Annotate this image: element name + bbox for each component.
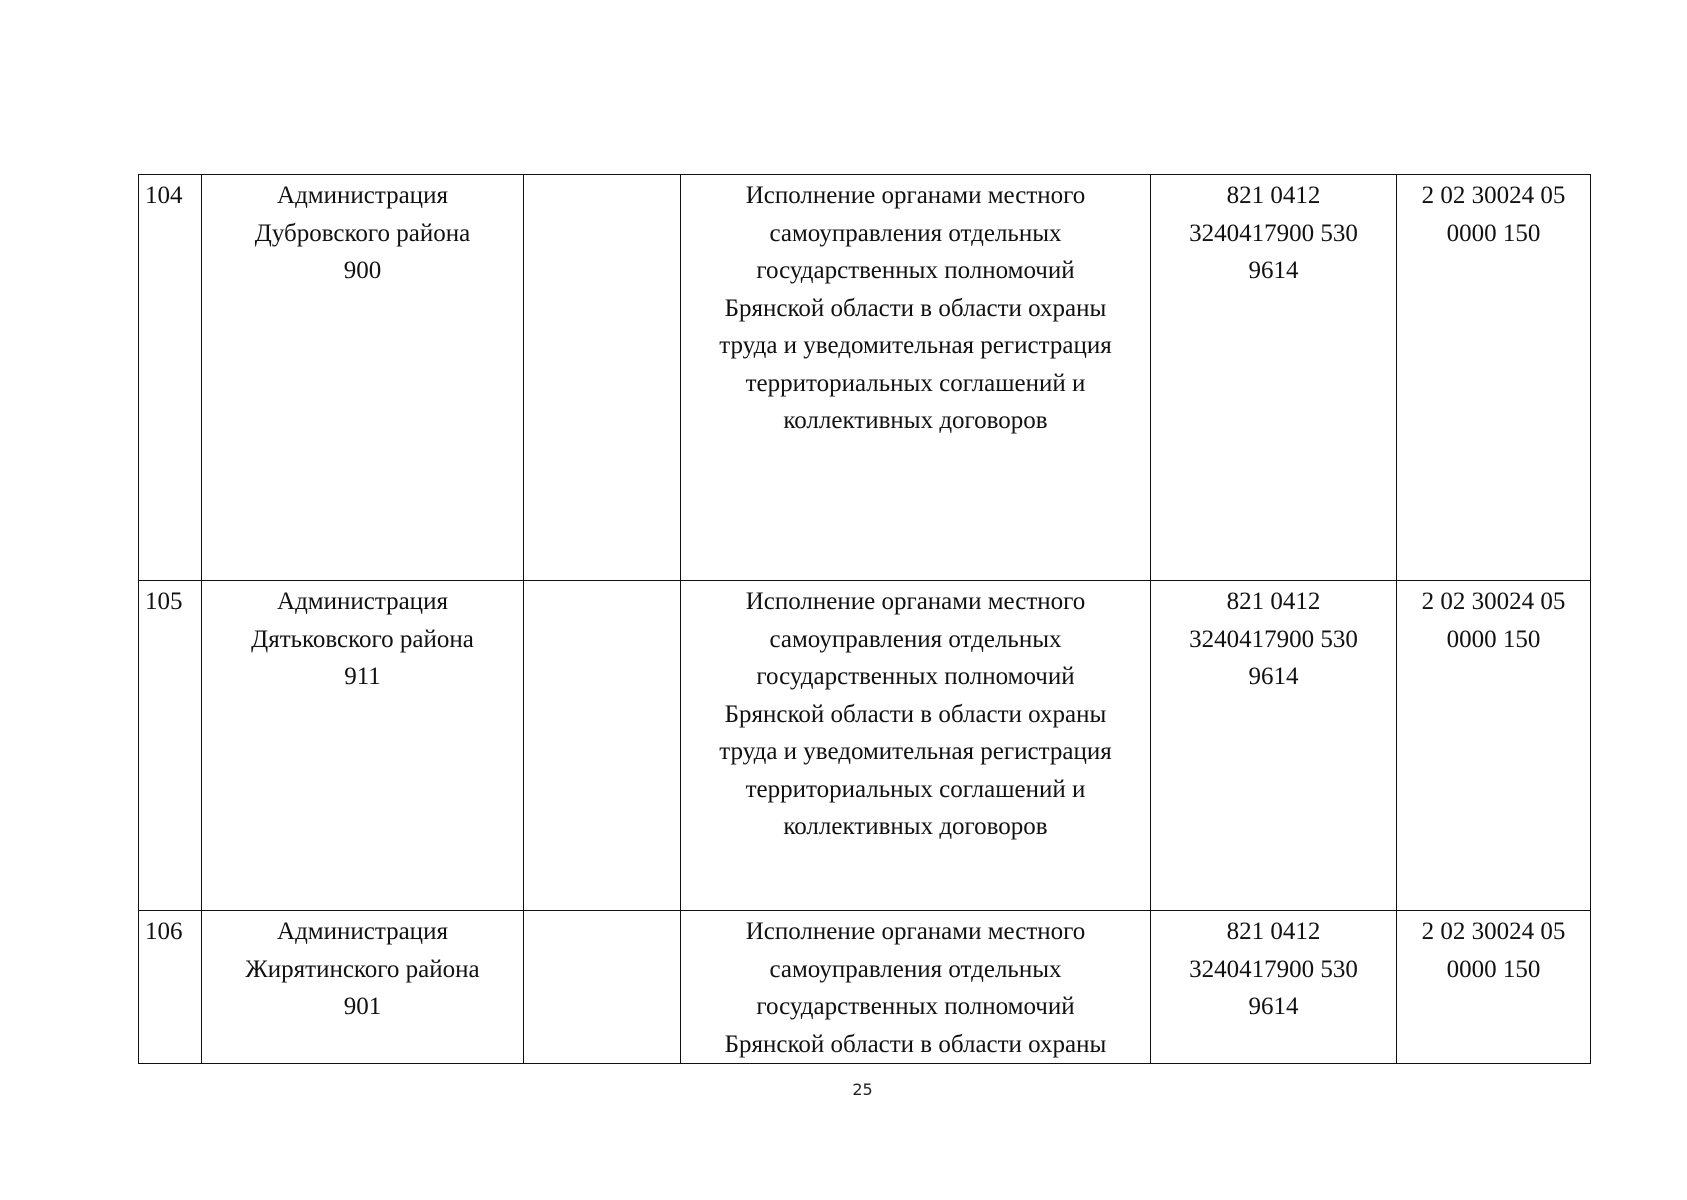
empty-cell xyxy=(524,581,681,911)
kbk-cell xyxy=(1397,581,1591,911)
description-line: труда и уведомительная регистрация xyxy=(719,738,1112,765)
description-line: Брянской области в области охраны xyxy=(724,1030,1107,1058)
description-line: самоуправления отдельных xyxy=(769,955,1062,983)
row-number: 105 xyxy=(145,588,183,615)
description-line: коллективных договоров xyxy=(783,407,1048,434)
table-row xyxy=(139,175,1591,581)
kbk-line: 0000 150 xyxy=(1446,625,1541,653)
budget-code-line: 821 0412 xyxy=(1226,588,1321,615)
description-cell xyxy=(681,175,1151,581)
organization-line: Администрация xyxy=(277,918,448,945)
page-number: 25 xyxy=(852,1080,873,1099)
organization-line: Дубровского района xyxy=(254,219,471,247)
organization-line: Администрация xyxy=(277,588,448,615)
description-line: государственных полномочий xyxy=(756,257,1075,284)
description-line: Брянской области в области охраны xyxy=(724,700,1107,728)
budget-code-cell xyxy=(1151,911,1397,1064)
kbk-line: 2 02 30024 05 xyxy=(1421,918,1566,945)
description-line: самоуправления отдельных xyxy=(769,219,1062,247)
organization-line: 911 xyxy=(344,663,381,690)
kbk-cell xyxy=(1397,175,1591,581)
budget-code-cell xyxy=(1151,175,1397,581)
row-number-cell xyxy=(139,911,202,1064)
table-row xyxy=(139,911,1591,1064)
organization-line: Дятьковского района xyxy=(251,625,474,653)
organization-line: Администрация xyxy=(277,182,448,209)
budget-code-line: 3240417900 530 xyxy=(1189,219,1358,247)
budget-code-line: 821 0412 xyxy=(1226,182,1321,209)
description-line: государственных полномочий xyxy=(756,663,1075,690)
row-number-cell xyxy=(139,581,202,911)
description-cell xyxy=(681,911,1151,1064)
description-line: Брянской области в области охраны xyxy=(724,294,1107,322)
kbk-line: 2 02 30024 05 xyxy=(1421,182,1566,209)
budget-code-line: 9614 xyxy=(1248,257,1299,284)
description-line: труда и уведомительная регистрация xyxy=(719,332,1112,359)
organization-cell xyxy=(202,175,524,581)
organization-cell xyxy=(202,911,524,1064)
empty-cell xyxy=(524,911,681,1064)
row-number: 104 xyxy=(145,182,183,209)
description-line: территориальных соглашений и xyxy=(745,369,1086,397)
description-line: государственных полномочий xyxy=(756,993,1075,1020)
table-row xyxy=(139,581,1591,911)
budget-code-line: 9614 xyxy=(1248,663,1299,690)
budget-code-line: 3240417900 530 xyxy=(1189,955,1358,983)
organization-line: 901 xyxy=(343,993,382,1020)
budget-code-line: 821 0412 xyxy=(1226,918,1321,945)
empty-cell xyxy=(524,175,681,581)
budget-code-line: 9614 xyxy=(1248,993,1299,1020)
kbk-cell xyxy=(1397,911,1591,1064)
description-line: Исполнение органами местного xyxy=(745,182,1086,209)
budget-code-line: 3240417900 530 xyxy=(1189,625,1358,653)
description-line: Исполнение органами местного xyxy=(745,588,1086,615)
description-cell xyxy=(681,581,1151,911)
organization-line: 900 xyxy=(343,257,382,284)
description-line: самоуправления отдельных xyxy=(769,625,1062,653)
row-number: 106 xyxy=(145,918,183,945)
description-line: коллективных договоров xyxy=(783,813,1048,840)
kbk-line: 2 02 30024 05 xyxy=(1421,588,1566,615)
budget-code-cell xyxy=(1151,581,1397,911)
kbk-line: 0000 150 xyxy=(1446,219,1541,247)
allocation-table xyxy=(138,174,1591,1064)
row-number-cell xyxy=(139,175,202,581)
kbk-line: 0000 150 xyxy=(1446,955,1541,983)
description-line: территориальных соглашений и xyxy=(745,775,1086,803)
organization-cell xyxy=(202,581,524,911)
organization-line: Жирятинского района xyxy=(245,955,480,983)
description-line: Исполнение органами местного xyxy=(745,918,1086,945)
